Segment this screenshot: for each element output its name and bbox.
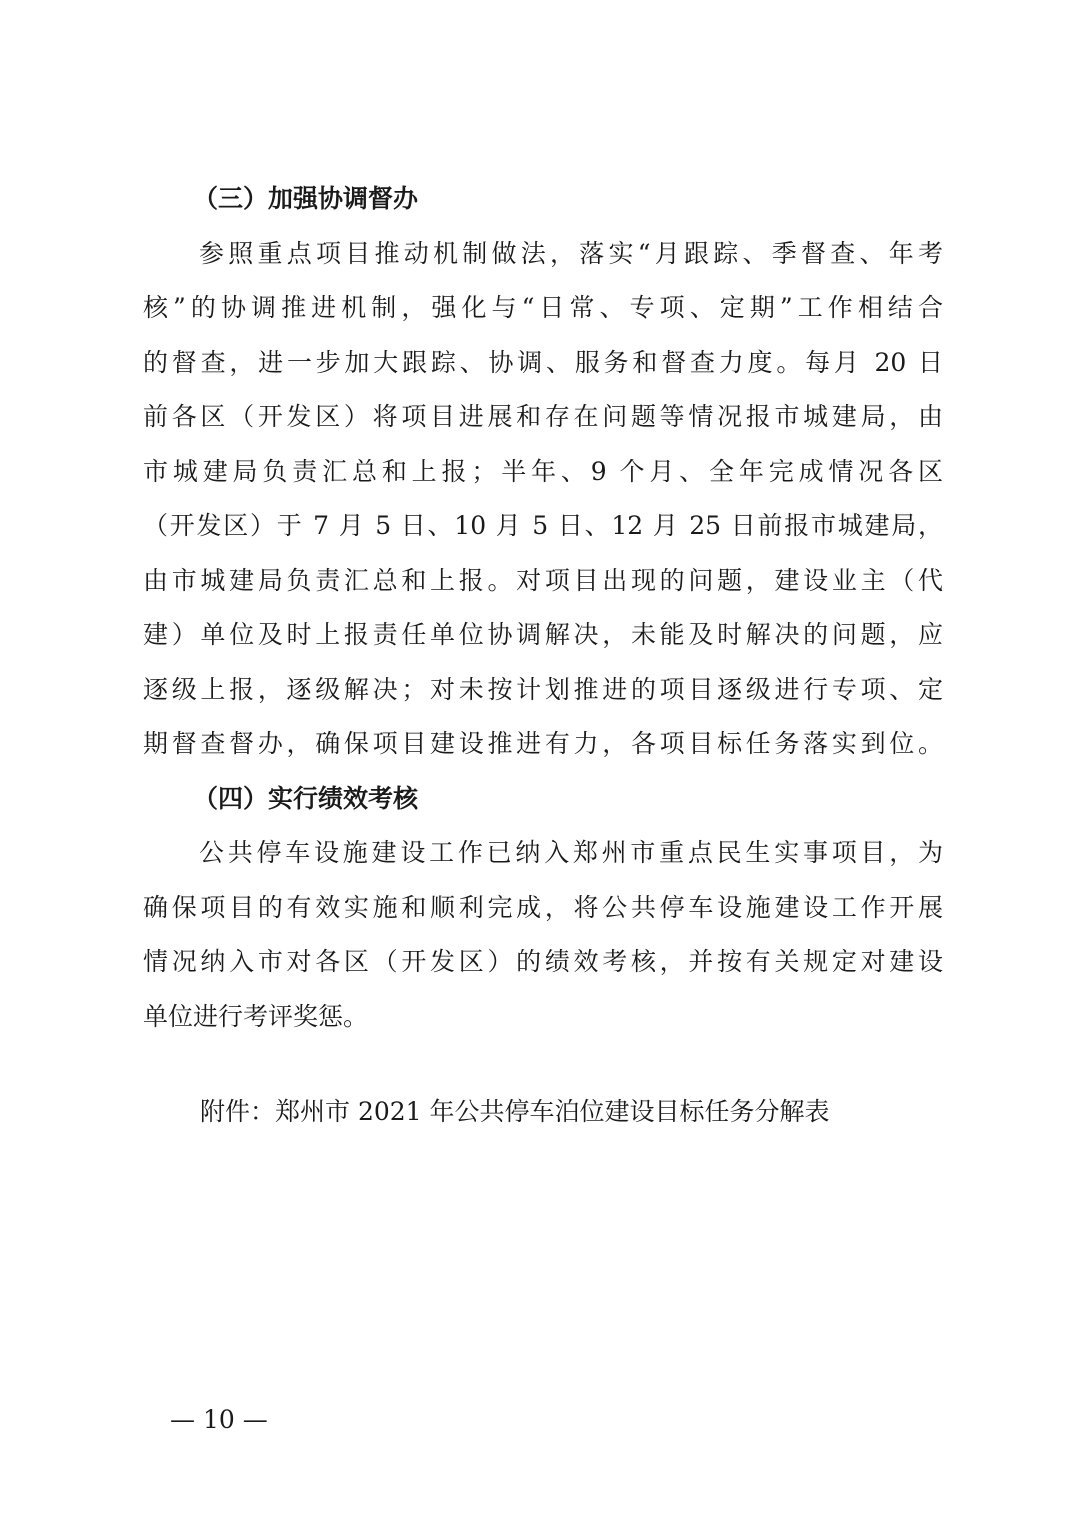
paragraph-line: 建）单位及时上报责任单位协调解决，未能及时解决的问题，应 [143, 620, 943, 649]
paragraph-line: 前各区（开发区）将项目进展和存在问题等情况报市城建局，由 [143, 402, 943, 431]
paragraph-line: 逐级上报，逐级解决；对未按计划推进的项目逐级进行专项、定 [143, 674, 943, 704]
paragraph-line: 公共停车设施建设工作已纳入郑州市重点民生实事项目，为 [199, 838, 943, 867]
section-heading-4: （四）实行绩效考核 [193, 783, 419, 813]
page-number: — 10 — [170, 1405, 268, 1434]
paragraph-line: 情况纳入市对各区（开发区）的绩效考核，并按有关规定对建设 [143, 947, 943, 976]
body-content [143, 172, 943, 1044]
paragraph-line: 市城建局负责汇总和上报；半年、9 个月、全年完成情况各区 [143, 456, 943, 486]
paragraph-line: 由市城建局负责汇总和上报。对项目出现的问题，建设业主（代 [143, 565, 943, 595]
paragraph-line: （开发区）于 7 月 5 日、10 月 5 日、12 月 25 日前报市城建局， [143, 511, 943, 540]
paragraph-line: 的督查，进一步加大跟踪、协调、服务和督查力度。每月 20 日 [143, 347, 943, 377]
paragraph-line: 确保项目的有效实施和顺利完成，将公共停车设施建设工作开展 [143, 892, 943, 922]
section-heading-3: （三）加强协调督办 [193, 184, 419, 213]
paragraph-line: 参照重点项目推动机制做法，落实“月跟踪、季督查、年考 [199, 238, 943, 268]
attachment-note: 附件：郑州市 2021 年公共停车泊位建设目标任务分解表 [200, 1097, 830, 1126]
paragraph-line: 期督查督办，确保项目建设推进有力，各项目标任务落实到位。 [143, 729, 943, 758]
paragraph-line: 单位进行考评奖惩。 [143, 1001, 369, 1031]
paragraph-line: 核”的协调推进机制，强化与“日常、专项、定期”工作相结合 [143, 293, 943, 322]
